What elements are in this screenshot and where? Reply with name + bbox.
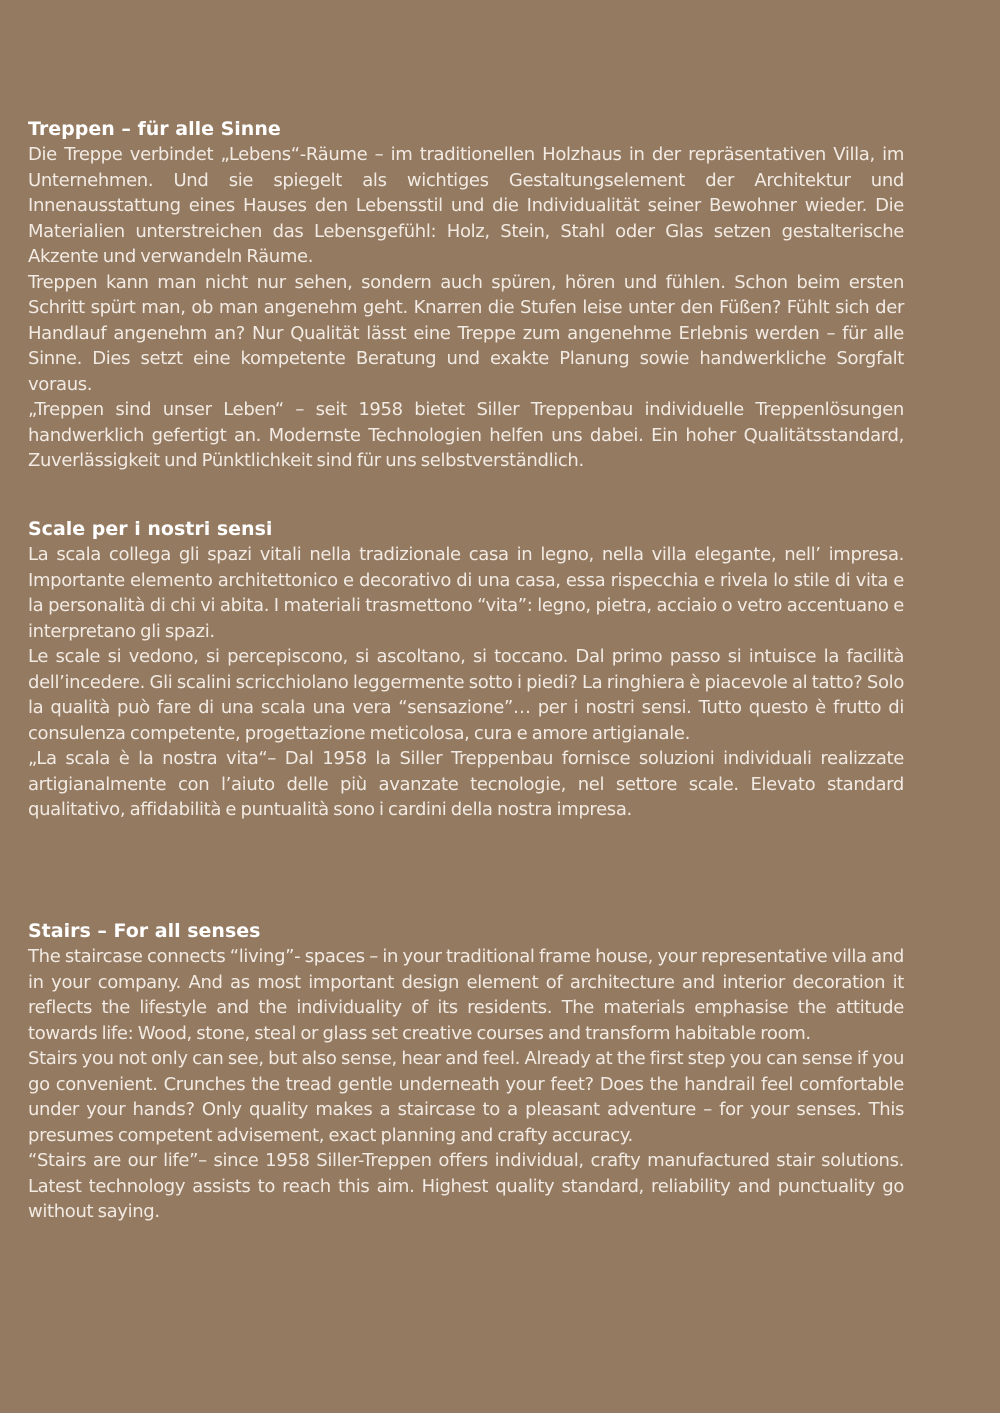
paragraph: “Stairs are our life”– since 1958 Siller-Treppen offers individual, crafty manufactured stair solutions. Latest technology assists to reach this aim. Highest quality standard, reliability and punctuality go without saying. xyxy=(28,1150,904,1222)
section-german xyxy=(28,116,904,474)
section-heading: Treppen – für alle Sinne xyxy=(28,118,281,140)
paragraph: „Treppen sind unser Leben“ – seit 1958 bietet Siller Treppenbau individuelle Treppenlösungen handwerklich gefertigt an. Modernste Technologien helfen uns dabei. Ein hoher Qualitätsstandard, Zuverlässigkeit und Pünktlichkeit sind für uns selbstverständlich. xyxy=(28,399,904,471)
paragraph: The staircase connects “living”- spaces – in your traditional frame house, your representative villa and in your company. And as most important design element of architecture and interior decoration it reflects the lifestyle and the individuality of its residents. The materials emphasise the attitude towards life: Wood, stone, steal or glass set creative courses and transform habitable room. xyxy=(28,946,904,1044)
section-english xyxy=(28,918,904,1225)
section-heading: Stairs – For all senses xyxy=(28,920,261,942)
section-heading: Scale per i nostri sensi xyxy=(28,518,273,540)
paragraph: Die Treppe verbindet „Lebens“-Räume – im traditionellen Holzhaus in der repräsentativen Villa, im Unternehmen. Und sie spiegelt als wichtiges Gestaltungselement der Architektur und Innenausstattung eines Hauses den Lebensstil und die Individualität seiner Bewohner wieder. Die Materialien unterstreichen das Lebensgefühl: Holz, Stein, Stahl oder Glas setzen gestalterische Akzente und verwandeln Räume. xyxy=(28,144,904,267)
section-italian xyxy=(28,516,904,823)
paragraph: La scala collega gli spazi vitali nella tradizionale casa in legno, nella villa elegante, nell’ impresa. Importante elemento architettonico e decorativo di una casa, essa rispecchia e rivela lo stile di vita e la personalità di chi vi abita. I materiali trasmettono “vita”: legno, pietra, acciaio o vetro accentuano e interpretano gli spazi. xyxy=(28,544,904,642)
paragraph: Treppen kann man nicht nur sehen, sondern auch spüren, hören und fühlen. Schon beim ersten Schritt spürt man, ob man angenehm geht. Knarren die Stufen leise unter den Füßen? Fühlt sich der Handlauf angenehm an? Nur Qualität lässt eine Treppe zum angenehme Erlebnis werden – für alle Sinne. Dies setzt eine kompetente Beratung und exakte Planung sowie handwerkliche Sorgfalt voraus. xyxy=(28,271,904,395)
paragraph: „La scala è la nostra vita“– Dal 1958 la Siller Treppenbau fornisce soluzioni individuali realizzate artigianalmente con l’aiuto delle più avanzate tecnologie, nel settore scale. Elevato standard qualitativo, affidabilità e puntualità sono i cardini della nostra impresa. xyxy=(28,748,904,820)
paragraph: Stairs you not only can see, but also sense, hear and feel. Already at the first step you can sense if you go convenient. Crunches the tread gentle underneath your feet? Does the handrail feel comfortable under your hands? Only quality makes a staircase to a pleasant adventure – for your senses. This presumes competent advisement, exact planning and crafty accuracy. xyxy=(28,1048,904,1146)
paragraph: Le scale si vedono, si percepiscono, si ascoltano, si toccano. Dal primo passo si intuisce la facilità dell’incedere. Gli scalini scricchiolano leggermente sotto i piedi? La ringhiera è piacevole al tatto? Solo la qualità può fare di una scala una vera “sensazione”… per i nostri sensi. Tutto questo è frutto di consulenza competente, progettazione meticolosa, cura e amore artigianale. xyxy=(28,646,904,744)
